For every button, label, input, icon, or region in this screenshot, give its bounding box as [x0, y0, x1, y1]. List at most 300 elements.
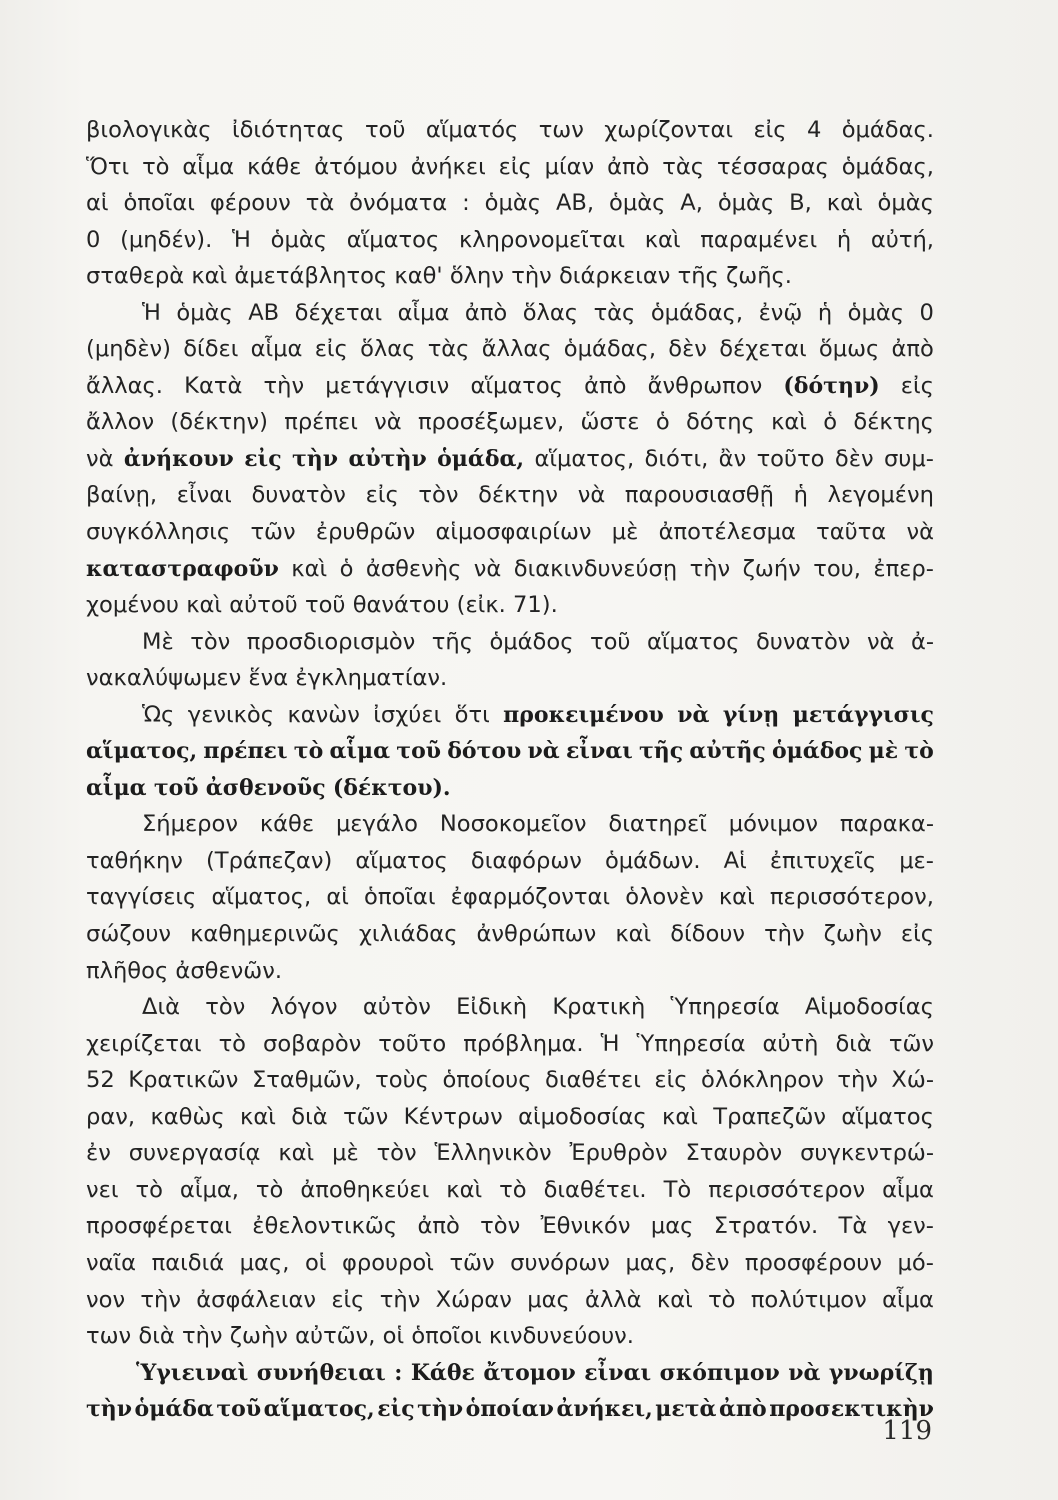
word: τὰς [662, 153, 705, 180]
word: ὅμως [818, 336, 880, 363]
word: αἱ [86, 190, 109, 217]
word: Ὅτι [86, 153, 130, 180]
word: ἐθελοντικῶς [252, 1213, 398, 1240]
word: αἵματος [841, 1103, 934, 1130]
word: Σήμερον [142, 811, 238, 838]
word: καὶ [186, 592, 223, 619]
word: εἰς [377, 1396, 415, 1423]
word: μίαν [544, 153, 595, 180]
word: εἰς [244, 445, 282, 472]
word: τῆς [431, 628, 473, 655]
word: 4 [806, 117, 822, 143]
word: μὲ [332, 1140, 359, 1167]
word: χωρίζονται [604, 117, 734, 143]
word: ἂν [718, 445, 747, 472]
word: νὰ [473, 555, 502, 582]
word: τὴν [511, 263, 552, 290]
word: τὴν [764, 921, 805, 948]
word: μὲ [611, 519, 639, 546]
word: εἰς [900, 921, 934, 948]
word: εἰς [365, 482, 399, 509]
word: ΑΒ [248, 299, 280, 326]
word: γεν- [887, 1213, 934, 1240]
text-line [86, 514, 934, 551]
word: Νοσοκομεῖον [439, 811, 587, 838]
word: του, [813, 555, 861, 582]
word: δυνατὸν [251, 482, 346, 509]
word: τοῦτο [756, 445, 825, 472]
word: Κέντρων [403, 1103, 503, 1130]
word: ἡ [793, 482, 808, 509]
word: δίδει [183, 336, 239, 363]
text-line [86, 587, 934, 624]
word: ὁμὰς [176, 299, 233, 326]
word: Ἡ [142, 299, 161, 326]
word: Ἐρυθρὸν [569, 1140, 668, 1167]
word: Κατὰ [184, 372, 243, 399]
text-line [86, 149, 934, 186]
word: ἰσχύει [373, 701, 442, 728]
word: ἀπὸ [891, 336, 934, 363]
word: των [86, 1323, 132, 1350]
word: σταθερὰ [86, 263, 185, 290]
text-line [86, 368, 934, 405]
word: ζωὴν [229, 1323, 288, 1350]
word: τὴν [837, 1067, 878, 1094]
word: τὸ [293, 738, 324, 765]
text-line [86, 441, 934, 478]
word: Χώραν [435, 1286, 512, 1313]
word: αἷμα [182, 153, 235, 180]
text-line [86, 1135, 934, 1172]
word: ἀσφάλειαν [196, 1286, 317, 1313]
word: παρακα- [839, 811, 934, 838]
word: δὲν [690, 1249, 730, 1276]
word: τῆς [677, 263, 719, 290]
word: καὶ [615, 921, 652, 948]
word: ὁμάδας, [563, 336, 657, 363]
word: πρέπει [203, 738, 288, 765]
word: Σταθμῶν, [251, 1067, 362, 1094]
word: Τὰ [838, 1213, 868, 1240]
word: 0 [919, 299, 934, 326]
word: χομένου [86, 592, 179, 619]
word: ἀνήκει, [556, 1396, 653, 1423]
word: θανάτου [352, 592, 450, 619]
word: προσφέρουν [744, 1249, 882, 1276]
word: ἀνήκουν [123, 445, 234, 472]
word: εἰς [314, 336, 348, 363]
word: συμ- [883, 445, 934, 472]
word: εἰς [900, 372, 934, 399]
text-line [86, 1099, 934, 1136]
text-line [86, 1391, 934, 1428]
word: ἐγκληματίαν. [295, 665, 448, 692]
word: ἐπερ- [873, 555, 934, 582]
word: ὅτι [454, 701, 490, 728]
word: Κρατικῶν [128, 1067, 239, 1094]
word: πολύτιμον [750, 1286, 867, 1313]
word: καταστραφοῦν [86, 555, 279, 582]
word: ὁμὰς [270, 226, 327, 253]
word: μας [650, 1213, 694, 1240]
word: καὶ [662, 1103, 698, 1130]
word: δίδουν [670, 921, 746, 948]
word: τοῦ [153, 774, 199, 801]
word: Ὑπηρεσία [636, 1030, 746, 1057]
word: γίνῃ [722, 701, 780, 728]
word: ὁμὰς [847, 299, 904, 326]
word: αἷμα [86, 774, 147, 801]
word: τὸν [480, 1213, 521, 1240]
word: τοῦ [216, 1396, 262, 1423]
word: διάρκειαν [558, 263, 671, 290]
word: Εἰδικὴ [456, 994, 528, 1021]
word: αἷμα [882, 1176, 934, 1203]
word: ἀμετάβλητος [234, 263, 388, 290]
text-line [86, 258, 934, 295]
word: ὁμάδας. [841, 117, 934, 143]
body-text [86, 112, 934, 1428]
word: τοῦ [364, 117, 406, 143]
word: δέκτης [853, 409, 934, 436]
text-line [86, 1245, 934, 1282]
word: συγκόλλησις [86, 519, 231, 546]
word: νὰ [86, 445, 114, 472]
word: τὸ [135, 1176, 163, 1203]
word: τὴν [417, 1396, 464, 1423]
word: τὸ [904, 738, 934, 765]
word: κάθε [259, 811, 315, 838]
word: Τραπεζῶν [713, 1103, 826, 1130]
word: τὸ [142, 153, 170, 180]
word: καὶ [291, 555, 328, 582]
word: ἀσθενὴς [365, 555, 462, 582]
word: κάθε [247, 153, 302, 180]
word: 71). [513, 592, 558, 619]
text-line [86, 770, 934, 807]
word: καὶ [718, 884, 755, 911]
word: τοῦ [589, 628, 631, 655]
word: ὅλας [522, 299, 579, 326]
word: τὸ [255, 1176, 284, 1203]
word: ὁμὰς [609, 190, 666, 217]
word: καὶ [446, 1176, 483, 1203]
word: λεγομένη [827, 482, 934, 509]
word: τῶν [343, 1103, 389, 1130]
word: ὥστε [580, 409, 640, 436]
word: Διὰ [142, 994, 180, 1021]
word: δέχεται [719, 336, 807, 363]
word: νον [86, 1286, 126, 1313]
word: νὰ [677, 701, 710, 728]
word: αἵματος, [263, 1396, 375, 1423]
word: ὁποῖαι [123, 190, 195, 217]
word: τὰ [305, 190, 335, 217]
word: τὴν [263, 372, 305, 399]
word: Σταυρὸν [685, 1140, 783, 1167]
word: τῆς [639, 738, 684, 765]
word: Ὡς [142, 701, 175, 728]
word: μας [527, 1286, 570, 1313]
word: δὲν [668, 336, 707, 363]
word: τὸ [708, 1286, 736, 1313]
word: : [462, 190, 470, 217]
word: ὁμάδα [134, 1396, 214, 1423]
word: ὅλας [360, 336, 416, 363]
word: περισσότερον, [769, 884, 934, 911]
word: διότι, [644, 445, 709, 472]
word: ὁλόκληρον [701, 1067, 824, 1094]
word: ὅλην [449, 263, 504, 290]
word: (εἰκ. [456, 592, 506, 619]
text-line [86, 879, 934, 916]
word: διακινδυνεύσῃ [513, 555, 678, 582]
word: ὁμάδας, [650, 299, 744, 326]
word: πρόβλημα. [463, 1030, 584, 1057]
word: αὐτὴ [762, 1030, 819, 1057]
word: ὁλονὲν [625, 884, 704, 911]
word: Β, [789, 190, 812, 217]
word: Ὑγιειναὶ [136, 1359, 249, 1386]
word: εἰς [753, 117, 787, 143]
word: παιδιά [151, 1249, 225, 1276]
word: αἵματος, [534, 445, 635, 472]
word: Α, [680, 190, 703, 217]
word: δὲν [834, 445, 874, 472]
word: ὁ [339, 555, 354, 582]
word: γενικὸς [187, 701, 275, 728]
text-line [86, 185, 934, 222]
text-line [86, 477, 934, 514]
word: σοβαρὸν [263, 1030, 362, 1057]
word: οἱ [382, 1323, 405, 1350]
word: ἀ- [910, 628, 934, 655]
word: αἷμα, [179, 1176, 239, 1203]
word: Αἱ [723, 847, 747, 874]
word: αὐτὸν [362, 994, 431, 1021]
word: μετὰ [655, 1396, 717, 1423]
word: καὶ [656, 1286, 693, 1313]
word: αἵματος, [86, 738, 198, 765]
word: εἰς [654, 1067, 688, 1094]
text-line [86, 916, 934, 953]
word: χειρίζεται [86, 1030, 202, 1057]
word: Ἡ [232, 226, 251, 253]
word: νει [86, 1176, 119, 1203]
word: καθημερινῶς [190, 921, 340, 948]
word: προσεκτικὴν [769, 1396, 934, 1423]
word: ὁμάδα, [437, 445, 525, 472]
word: δότης [685, 409, 755, 436]
word: τὸ [499, 1176, 527, 1203]
word: διατηρεῖ [608, 811, 707, 838]
word: τοῦ [396, 738, 442, 765]
word: αἵματος [355, 847, 448, 874]
word: αἵματος [346, 226, 440, 253]
word: ἐνῷ [758, 299, 803, 326]
word: Στρατόν. [713, 1213, 819, 1240]
word: δυνατὸν [755, 628, 851, 655]
word: καὶ [191, 263, 228, 290]
word: ὁμάδας, [841, 153, 934, 180]
word: ὁμὰς [717, 190, 775, 217]
text-line [86, 1318, 934, 1355]
word: δέκτην [478, 482, 559, 509]
word: 0 [86, 226, 101, 253]
word: ἄλλας. [86, 372, 163, 399]
word: εἰς [498, 153, 532, 180]
word: τὸν [376, 1140, 417, 1167]
text-line [86, 1355, 934, 1392]
text-line [86, 112, 934, 149]
word: ἀλλὰ [585, 1286, 642, 1313]
word: κανὼν [287, 701, 360, 728]
word: προσδιορισμὸν [246, 628, 416, 655]
word: καὶ [278, 1140, 315, 1167]
word: ἀσθενοῦς [205, 774, 326, 801]
word: δότου [447, 738, 522, 765]
word: τὰς [593, 299, 636, 326]
text-line [86, 697, 934, 734]
word: ἐφαρμόζονται [450, 884, 611, 911]
word: ἀσθενῶν. [175, 957, 283, 984]
word: Τὸ [663, 1176, 692, 1203]
word: ἐν [86, 1140, 111, 1167]
word: (μηδὲν) [86, 336, 171, 363]
word: ζωῆς. [726, 263, 792, 290]
word: τὰς [427, 336, 470, 363]
word: κληρονομεῖται [458, 226, 625, 253]
word: Ἑλληνικὸν [434, 1140, 552, 1167]
word: πρέπει [284, 409, 358, 436]
word: ζωήν [742, 555, 801, 582]
text-line [86, 331, 934, 368]
word: ἀπὸ [718, 1396, 767, 1423]
word: οἱ [304, 1249, 327, 1276]
word: πλῆθος [86, 957, 169, 984]
word: τὸ [218, 1030, 246, 1057]
word: δέχεται [294, 299, 383, 326]
word: Ἐθνικόν [540, 1213, 631, 1240]
word: ραν, [86, 1103, 136, 1130]
word: αὐτῶν, [295, 1323, 376, 1350]
text-line [86, 806, 934, 843]
word: συνεργασίᾳ [128, 1140, 261, 1167]
word: ὁποίαν [465, 1396, 554, 1423]
word: τῶν [449, 1249, 495, 1276]
word: νὰ [866, 628, 895, 655]
word: Κρατικὴ [552, 994, 646, 1021]
word: τὸν [418, 482, 459, 509]
word: Μὲ [142, 628, 174, 655]
word: διαθέτει [545, 1067, 641, 1094]
text-line [86, 989, 934, 1026]
word: καθ' [394, 263, 443, 290]
word: τῶν [888, 1030, 934, 1057]
word: αἱμοδοσίας [518, 1103, 647, 1130]
word: μετάγγισιν [325, 372, 450, 399]
word: ἕνα [248, 665, 289, 692]
word: ὁ [655, 409, 670, 436]
word: ταθήκην [86, 847, 183, 874]
word: (μηδέν). [120, 226, 213, 253]
word: ζωὴν [823, 921, 882, 948]
word: αὐτή, [870, 226, 934, 253]
word: (δότην) [783, 372, 880, 399]
word: καὶ [771, 409, 807, 436]
text-line [86, 1026, 934, 1063]
word: κινδυνεύουν. [488, 1323, 634, 1350]
word: ὁμάδος [489, 628, 574, 655]
word: Ἡ [600, 1030, 620, 1057]
text-line [86, 1172, 934, 1209]
text-line [86, 404, 934, 441]
word: βαίνῃ, [86, 482, 158, 509]
text-line [86, 624, 934, 661]
word: : [394, 1359, 403, 1386]
text-line [86, 843, 934, 880]
word: μό- [897, 1249, 934, 1276]
word: διὰ [835, 1030, 872, 1057]
word: μετάγγισις [792, 701, 934, 728]
word: τὴν [292, 445, 339, 472]
word: ἀνθρώπων [476, 921, 597, 948]
word: ὀνόματα [349, 190, 448, 217]
word: αἵματος [470, 372, 563, 399]
word: αὐτῆς [689, 738, 766, 765]
word: εἶναι [584, 1359, 652, 1386]
word: καὶ [826, 190, 863, 217]
word: συνήθειαι [256, 1359, 386, 1386]
word: Χώ- [891, 1067, 934, 1094]
word: φρουροὶ [341, 1249, 434, 1276]
word: τὴν [86, 1396, 133, 1423]
word: (δέκτου). [332, 774, 451, 801]
word: αἷμα [329, 738, 391, 765]
word: ὁποῖαι [364, 884, 436, 911]
word: βιολογικὰς [86, 117, 212, 143]
word: διαθέτει. [543, 1176, 647, 1203]
text-line [86, 1062, 934, 1099]
word: ΑΒ, [555, 190, 595, 217]
word: ὁμὰς [484, 190, 542, 217]
word: σκόπιμον [659, 1359, 780, 1386]
word: προσέξωμεν, [417, 409, 565, 436]
word: ἄνθρωπον [647, 372, 763, 399]
text-line [86, 660, 934, 697]
word: νὰ [788, 1359, 821, 1386]
word: εἶναι [176, 482, 232, 509]
word: νὰ [577, 482, 606, 509]
word: ναῖα [86, 1249, 137, 1276]
text-line [86, 953, 934, 990]
word: αἷμα [397, 299, 450, 326]
word: αὐτὴν [348, 445, 427, 472]
word: τὴν [140, 1286, 181, 1313]
word: ἀποτέλεσμα [658, 519, 796, 546]
word: μόνιμον [728, 811, 819, 838]
word: ἐπιτυχεῖς [769, 847, 877, 874]
word: ἀπὸ [464, 299, 508, 326]
word: νὰ [374, 409, 402, 436]
word: χιλιάδας [358, 921, 458, 948]
text-line [86, 222, 934, 259]
word: τῶν [250, 519, 296, 546]
word: τὸν [190, 628, 231, 655]
word: διὰ [138, 1323, 175, 1350]
word: τὸν [205, 994, 246, 1021]
